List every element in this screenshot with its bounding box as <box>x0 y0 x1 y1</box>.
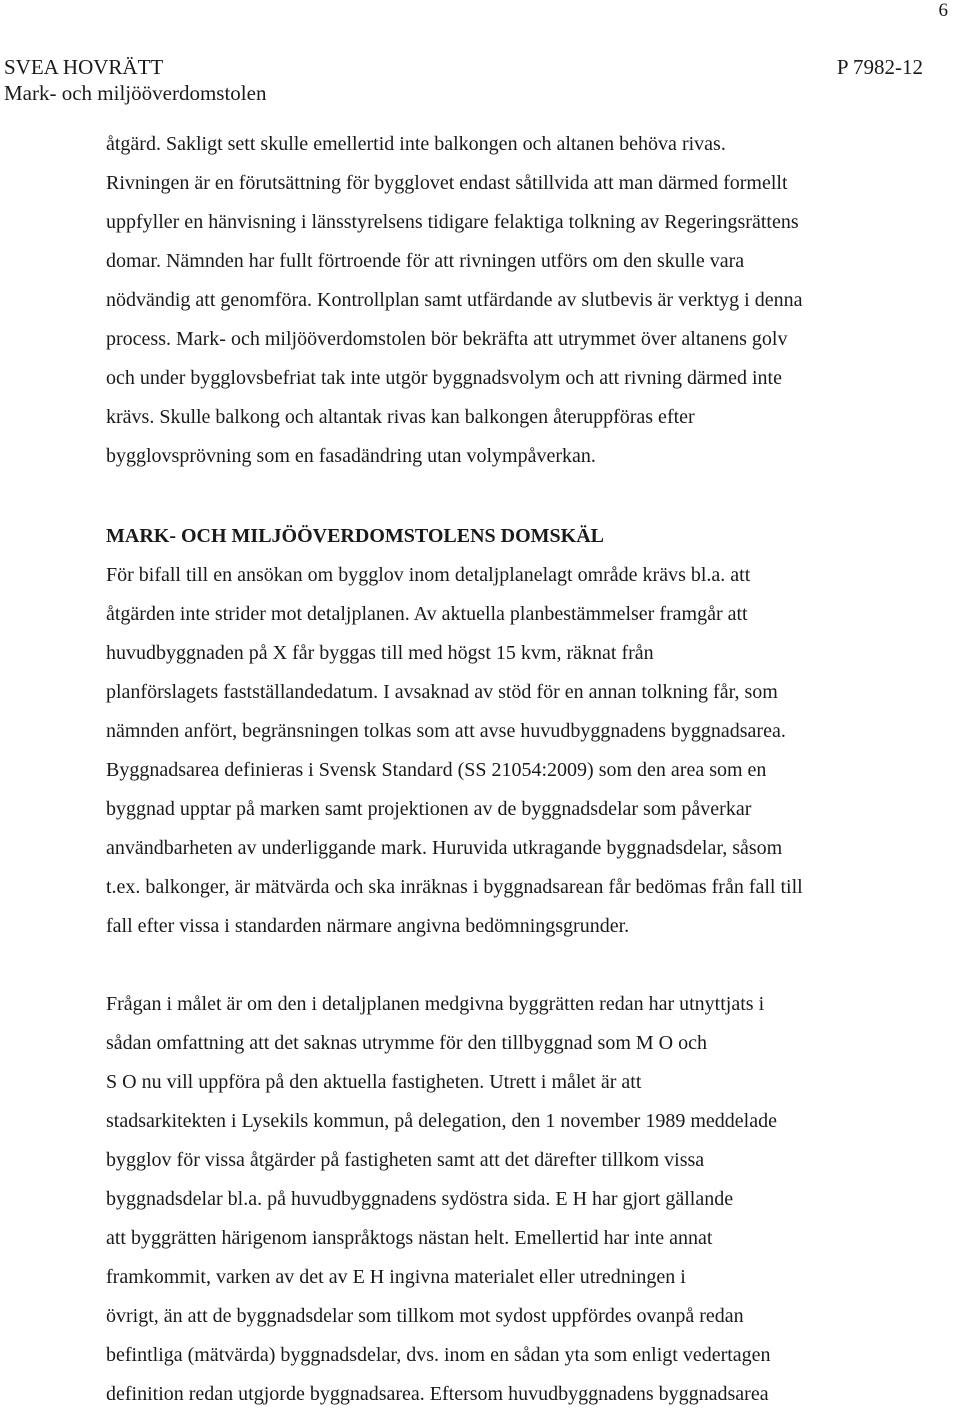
text-line: åtgärden inte strider mot detaljplanen. Av aktuella planbestämmelser framgår att <box>106 603 748 625</box>
text-line: framkommit, varken av det av E H ingivna materialet eller utredningen i <box>106 1266 686 1288</box>
court-name: SVEA HOVRÄTT <box>4 55 164 79</box>
text-line: övrigt, än att de byggnadsdelar som tillkom mot sydost uppfördes ovanpå redan <box>106 1305 744 1327</box>
text-line: Frågan i målet är om den i detaljplanen medgivna byggrätten redan har utnyttjats i <box>106 993 765 1015</box>
text-line: användbarheten av underliggande mark. Huruvida utkragande byggnadsdelar, såsom <box>106 837 783 859</box>
text-line: planförslagets fastställandedatum. I avsaknad av stöd för en annan tolkning får, som <box>106 681 778 703</box>
text-line: byggnad upptar på marken samt projektionen av de byggnadsdelar som påverkar <box>106 798 752 820</box>
text-line: definition redan utgjorde byggnadsarea. Eftersom huvudbyggnadens byggnadsarea <box>106 1383 769 1405</box>
text-line: bygglov för vissa åtgärder på fastigheten samt att det därefter tillkom vissa <box>106 1149 705 1171</box>
text-line: och under bygglovsbefriat tak inte utgör byggnadsvolym och att rivning därmed inte <box>106 367 782 389</box>
text-line: åtgärd. Sakligt sett skulle emellertid inte balkongen och altanen behöva rivas. <box>106 133 726 155</box>
text-line: För bifall till en ansökan om bygglov inom detaljplanelagt område krävs bl.a. att <box>106 564 751 586</box>
text-line: nämnden anfört, begränsningen tolkas som att avse huvudbyggnadens byggnadsarea. <box>106 720 786 742</box>
text-line: fall efter vissa i standarden närmare angivna bedömningsgrunder. <box>106 915 630 937</box>
text-line: Byggnadsarea definieras i Svensk Standard (SS 21054:2009) som den area som en <box>106 759 767 781</box>
text-line: t.ex. balkonger, är mätvärda och ska inräknas i byggnadsarean får bedömas från fall till <box>106 876 803 898</box>
text-line: befintliga (mätvärda) byggnadsdelar, dvs. inom en sådan yta som enligt vedertagen <box>106 1344 771 1366</box>
court-department: Mark- och miljööverdomstolen <box>4 81 267 105</box>
paragraph-legal-basis <box>106 556 906 946</box>
text-line: Rivningen är en förutsättning för bygglovet endast såtillvida att man därmed formellt <box>106 172 788 194</box>
text-line: krävs. Skulle balkong och altantak rivas kan balkongen återuppföras efter <box>106 406 695 428</box>
page-number: 6 <box>938 0 948 21</box>
paragraph-assessment <box>106 985 906 1414</box>
text-line: domar. Nämnden har fullt förtroende för att rivningen utförs om den skulle vara <box>106 250 745 272</box>
section-heading: MARK- OCH MILJÖÖVERDOMSTOLENS DOMSKÄL <box>106 525 604 547</box>
paragraph-appeal-arguments <box>106 125 906 476</box>
case-number: P 7982-12 <box>836 55 923 79</box>
text-line: att byggrätten härigenom ianspråktogs nästan helt. Emellertid har inte annat <box>106 1227 713 1249</box>
text-line: uppfyller en hänvisning i länsstyrelsens tidigare felaktiga tolkning av Regeringsrättens <box>106 211 799 233</box>
text-line: sådan omfattning att det saknas utrymme för den tillbyggnad som M O och <box>106 1032 707 1054</box>
text-line: stadsarkitekten i Lysekils kommun, på delegation, den 1 november 1989 meddelade <box>106 1110 777 1132</box>
text-line: process. Mark- och miljööverdomstolen bör bekräfta att utrymmet över altanens golv <box>106 328 788 350</box>
text-line: byggnadsdelar bl.a. på huvudbyggnadens sydöstra sida. E H har gjort gällande <box>106 1188 734 1210</box>
text-line: huvudbyggnaden på X får byggas till med högst 15 kvm, räknat från <box>106 642 654 664</box>
text-line: bygglovsprövning som en fasadändring utan volympåverkan. <box>106 445 596 467</box>
text-line: S O nu vill uppföra på den aktuella fastigheten. Utrett i målet är att <box>106 1071 642 1093</box>
text-line: nödvändig att genomföra. Kontrollplan samt utfärdande av slutbevis är verktyg i denna <box>106 289 803 311</box>
